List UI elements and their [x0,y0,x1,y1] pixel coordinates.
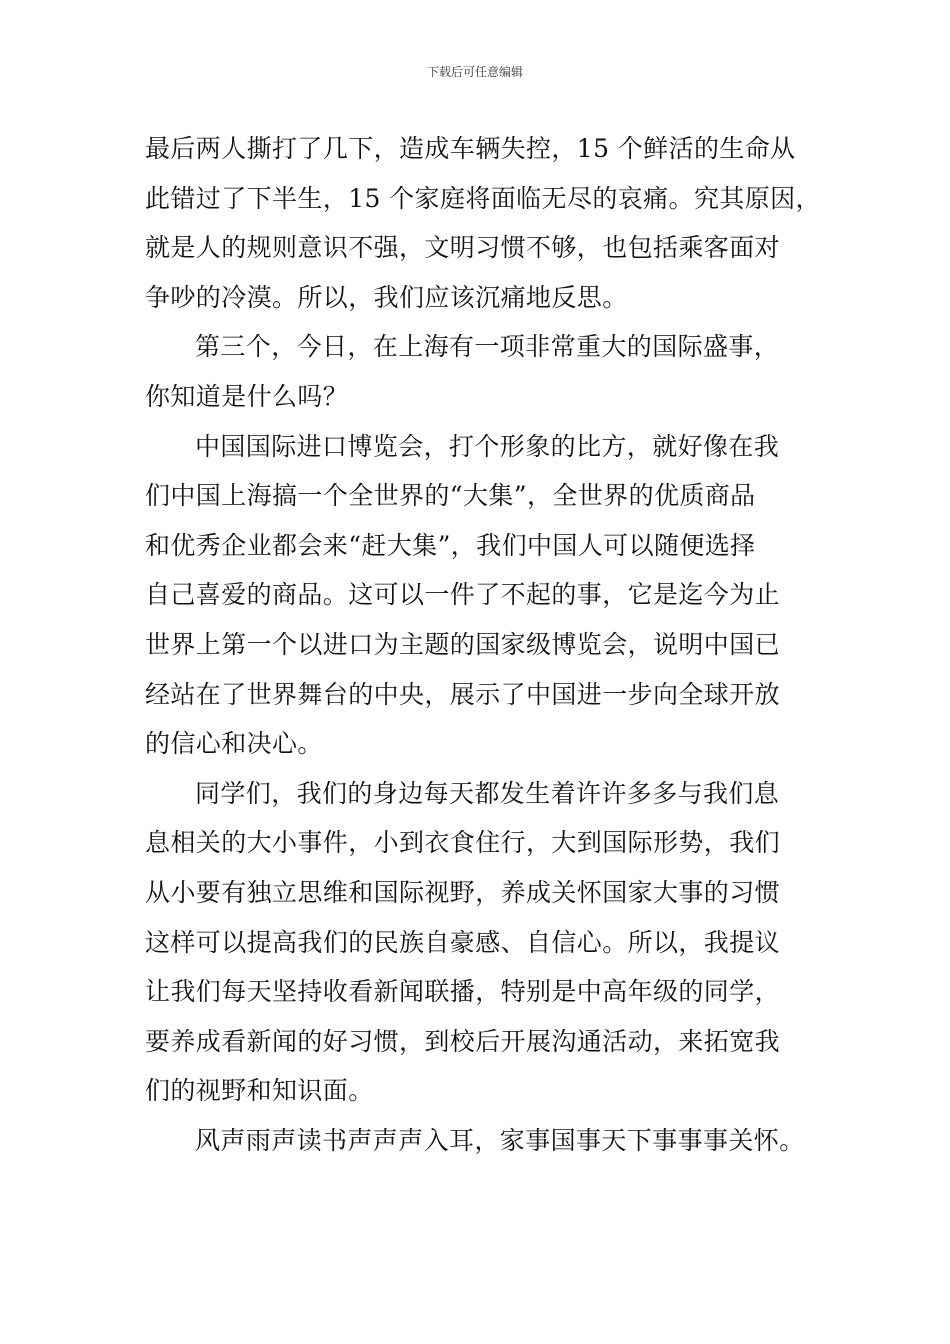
paragraph-closing [145,1116,815,1166]
document-body [145,124,821,1165]
text-line: 此错过了下半生，15 个家庭将面临无尽的哀痛。究其原因， [145,183,821,213]
text-line: 从小要有独立思维和国际视野，养成关怀国家大事的习惯 [145,877,781,907]
page-header: 下载后可任意编辑 [426,65,523,79]
text-line: 息相关的大小事件，小到衣食住行，大到国际形势，我们 [145,828,781,858]
text-line: 世界上第一个以进口为主题的国家级博览会，说明中国已 [145,629,781,659]
text-line: 的信心和决心。 [145,729,323,759]
text-line: 就是人的规则意识不强，文明习惯不够，也包括乘客面对 [145,233,781,263]
text-line: 和优秀企业都会来“赶大集”，我们中国人可以随便选择 [145,530,756,560]
text-line: 你知道是什么吗？ [145,381,349,411]
text-line: 风声雨声读书声声声入耳，家事国事天下事事事关怀。 [195,1125,805,1155]
text-line: 经站在了世界舞台的中央，展示了中国进一步向全球开放 [145,679,781,709]
paragraph-third-event [145,322,815,421]
paragraph-classmates [145,769,815,1116]
text-line: 让我们每天坚持收看新闻联播，特别是中高年级的同学， [145,977,781,1007]
text-line: 同学们，我们的身边每天都发生着许许多多与我们息 [195,778,780,808]
text-line: 们的视野和知识面。 [145,1076,374,1106]
text-line: 争吵的冷漠。所以，我们应该沉痛地反思。 [145,282,628,312]
paragraph-accident [145,124,821,322]
text-line: 中国国际进口博览会，打个形象的比方，就好像在我 [195,431,780,461]
text-line: 自己喜爱的商品。这可以一件了不起的事，它是迄今为止 [145,580,781,610]
text-line: 这样可以提高我们的民族自豪感、自信心。所以，我提议 [145,927,781,957]
paragraph-import-expo [145,422,815,769]
text-line: 们中国上海搞一个全世界的“大集”，全世界的优质商品 [145,481,756,511]
text-line: 要养成看新闻的好习惯，到校后开展沟通活动，来拓宽我 [145,1026,781,1056]
text-line: 第三个，今日，在上海有一项非常重大的国际盛事， [195,332,780,362]
text-line: 最后两人撕打了几下，造成车辆失控，15 个鲜活的生命从 [145,134,796,163]
